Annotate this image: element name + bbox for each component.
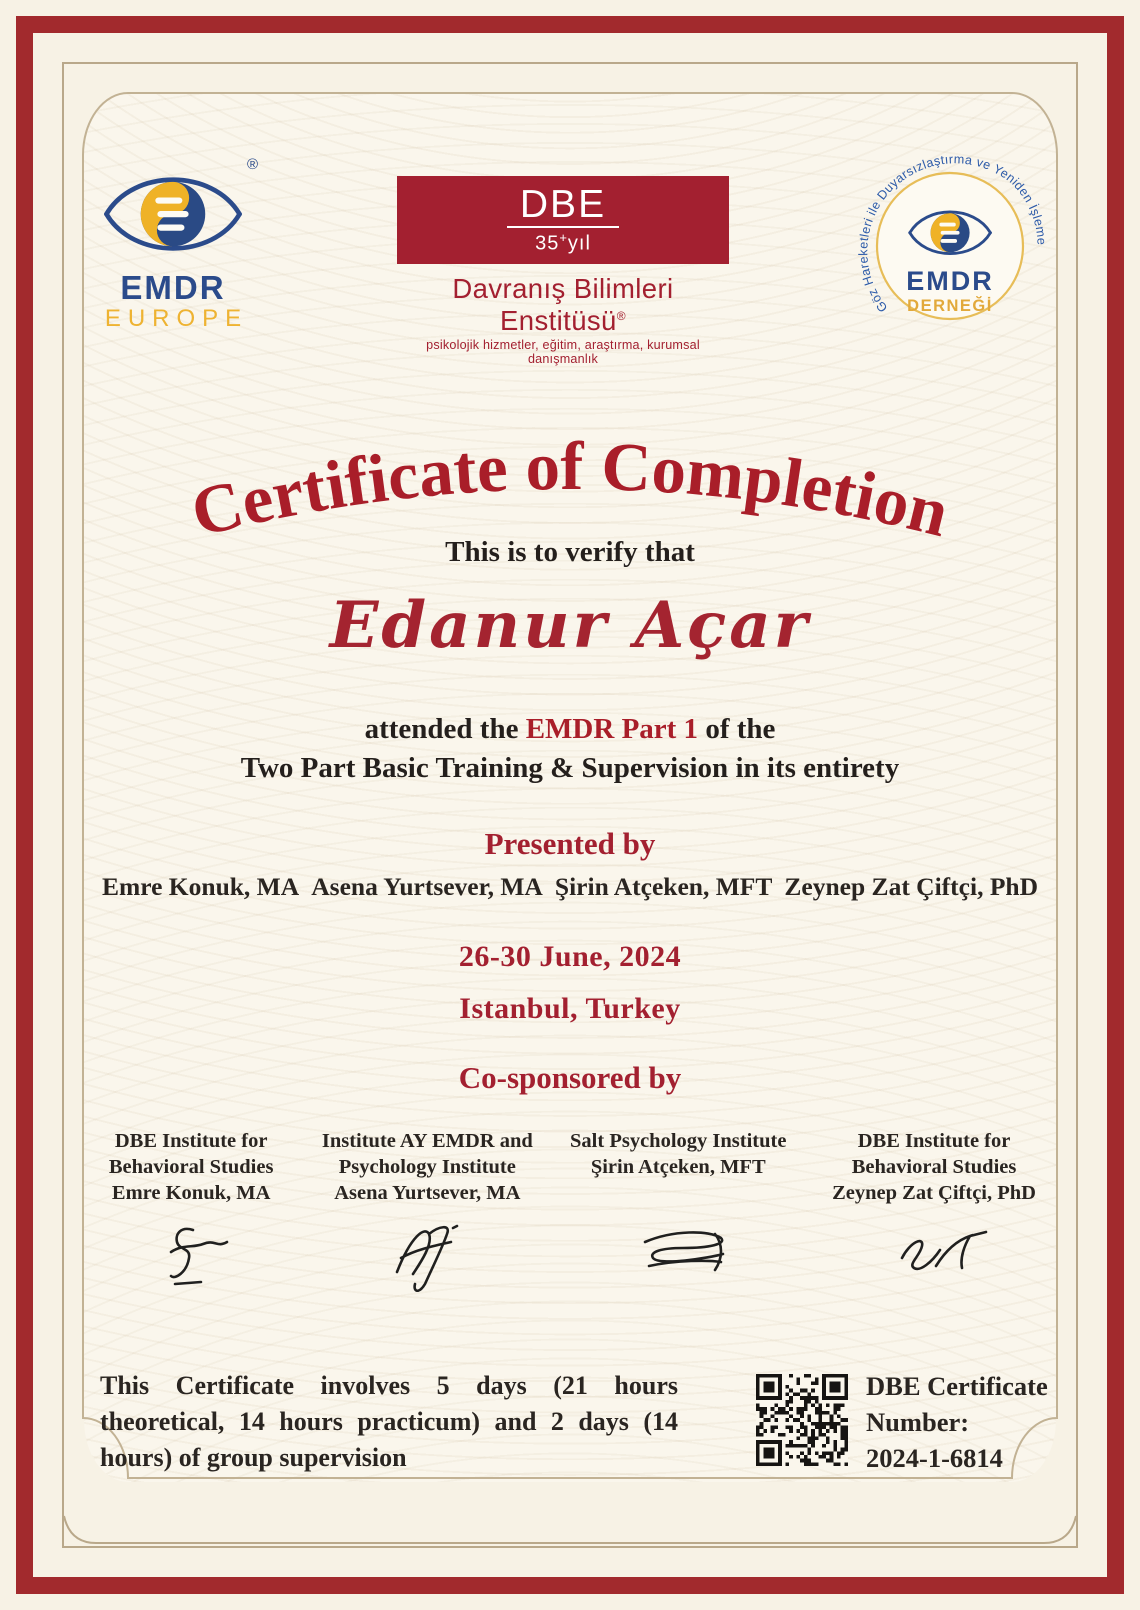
dbe-years-plus: + [559, 229, 568, 245]
verify-line: This is to verify that [445, 536, 695, 568]
sponsor-org: Institute AY EMDR and Psychology Institute [321, 1130, 533, 1178]
dbe-years-number: 35 [535, 232, 560, 255]
event-dates: 26-30 June, 2024 [458, 940, 682, 973]
emdr-europe-logo [86, 156, 260, 332]
presenters-row [102, 872, 1038, 902]
badge-dernegi-text: DERNEĞİ [907, 297, 993, 315]
signature-sirin-atceken [613, 1218, 743, 1292]
sponsor-person: Asena Yurtsever, MA [334, 1182, 521, 1204]
emdr-europe-region: EUROPE [104, 304, 249, 332]
signature-asena-yurtsever [367, 1218, 487, 1292]
badge-ring-text: Göz Hareketleri ile Duyarsızlaştırma ve Yeniden İşleme [856, 152, 1049, 315]
presenter-3: Şirin Atçeken, MFT [554, 872, 773, 901]
sponsor-column-3 [550, 1128, 806, 1297]
sponsor-column-1 [78, 1128, 304, 1297]
dbe-registered-mark: ® [616, 308, 626, 323]
sponsor-org: DBE Institute for Behavioral Studies [851, 1130, 1017, 1178]
recipient-name: Edanur Açar [329, 588, 811, 663]
signature-emre-konuk [131, 1218, 251, 1292]
dbe-full-name [397, 273, 729, 337]
sponsor-person: Şirin Atçeken, MFT [590, 1156, 766, 1178]
certificate-statement: This Certificate involves 5 days (21 hours theoretical, 14 hours practicum) and 2 days (14 hours) of group supervision [100, 1371, 678, 1472]
dbe-name-text: Davranış Bilimleri Enstitüsü [452, 273, 674, 336]
attendance-line2: Two Part Basic Training & Supervision in its entirety [240, 752, 900, 784]
sponsor-person: Zeynep Zat Çiftçi, PhD [832, 1182, 1036, 1204]
sponsor-org: Salt Psychology Institute [570, 1130, 787, 1152]
certificate-title-arc [0, 398, 1140, 613]
emdr-dernegi-seal [840, 142, 1060, 354]
badge-emdr-text: EMDR [906, 266, 994, 296]
dbe-red-box [397, 176, 729, 264]
page-title: Certificate of Completion [184, 427, 957, 552]
attendance-course: EMDR Part 1 [525, 713, 699, 745]
attendance-line1 [0, 710, 1140, 749]
certificate-number-value: 2024-1-6814 [866, 1443, 1003, 1473]
emdr-europe-eye-icon [98, 160, 248, 264]
dbe-logo [397, 176, 729, 366]
dbe-acronym: DBE [507, 185, 619, 228]
sponsor-column-2 [304, 1128, 550, 1297]
emdr-dernegi-badge [840, 142, 1060, 359]
event-location: Istanbul, Turkey [459, 992, 681, 1025]
cosponsored-heading: Co-sponsored by [458, 1060, 682, 1095]
certificate-number-block [866, 1368, 1056, 1476]
presented-by-heading: Presented by [484, 826, 656, 861]
qr-code [756, 1374, 848, 1466]
dbe-years [535, 230, 591, 256]
presenter-2: Asena Yurtsever, MA [311, 872, 543, 901]
sponsor-org: DBE Institute for Behavioral Studies [108, 1130, 274, 1178]
attendance-prefix: attended the [364, 713, 519, 745]
sponsor-person: Emre Konuk, MA [111, 1182, 271, 1204]
registered-mark: ® [246, 156, 258, 173]
presenter-1: Emre Konuk, MA [102, 872, 300, 901]
certificate-number-label: DBE Certificate Number: [866, 1371, 1048, 1437]
svg-text:Certificate of Completion [184, 428, 956, 551]
sponsor-column-4 [806, 1128, 1062, 1297]
attendance-suffix: of the [705, 713, 776, 745]
signature-zeynep-zat [874, 1218, 994, 1288]
sponsors-row [78, 1128, 1062, 1297]
attendance-statement [0, 710, 1140, 788]
presenter-4: Zeynep Zat Çiftçi, PhD [784, 872, 1038, 901]
dbe-tagline: psikolojik hizmetler, eğitim, araştırma, kurumsal danışmanlık [426, 338, 700, 366]
emdr-europe-name: EMDR [120, 269, 226, 306]
dbe-years-word: yıl [567, 232, 591, 255]
